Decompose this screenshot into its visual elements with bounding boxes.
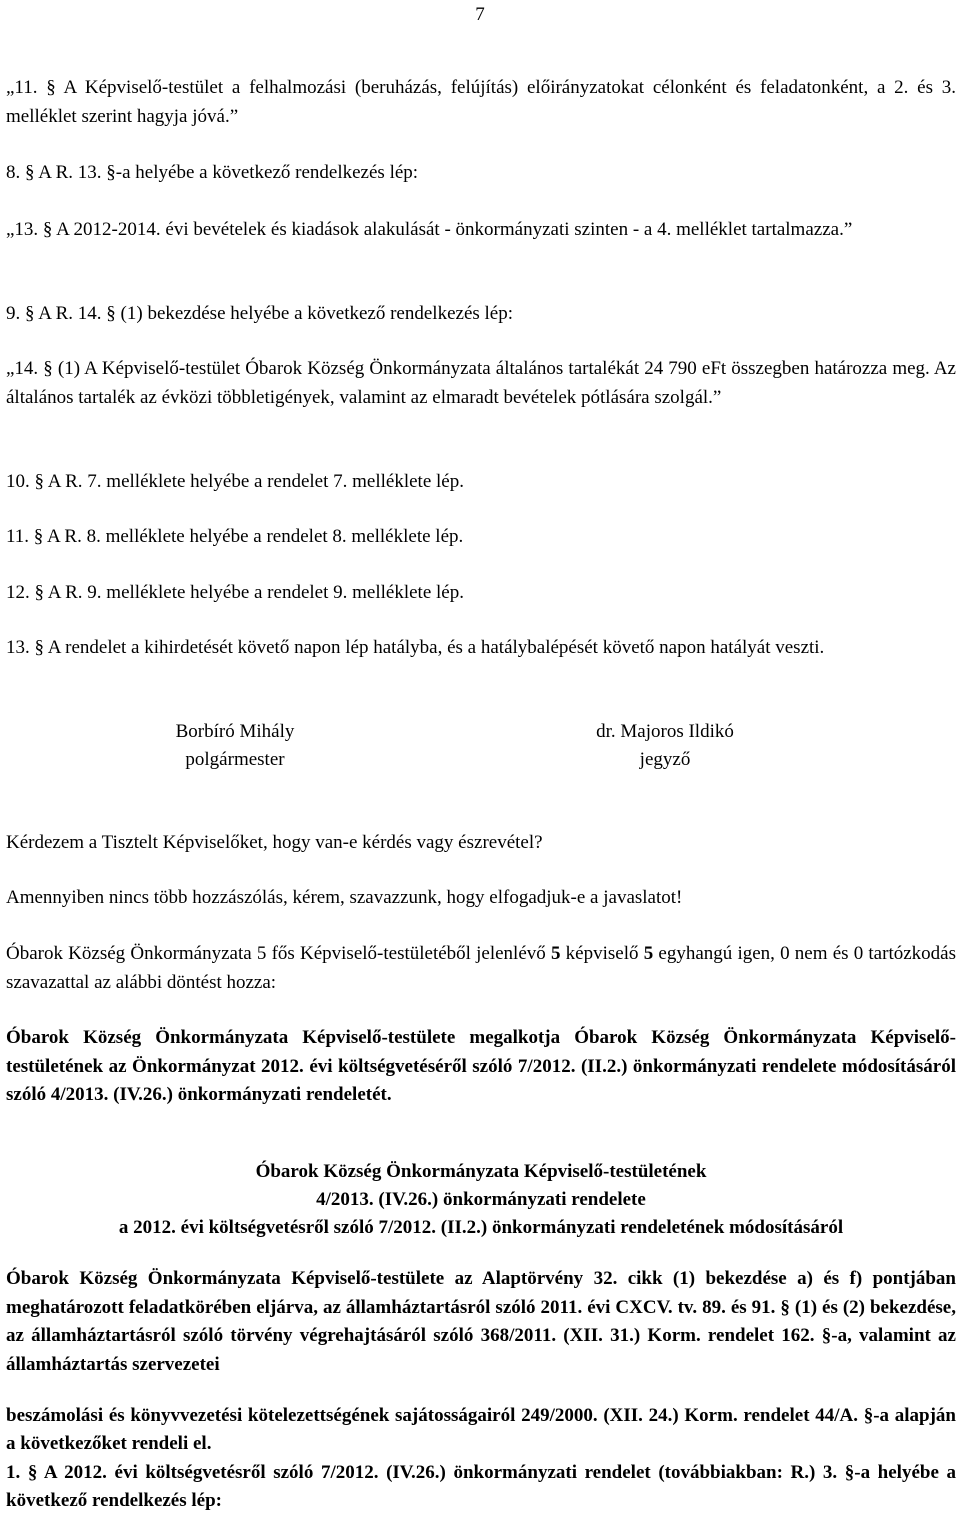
yes-count: 5	[643, 943, 654, 964]
notary-name: dr. Majoros Ildikó	[596, 721, 734, 742]
mayor-name: Borbíró Mihály	[175, 721, 295, 742]
paragraph-amendment-12: 12. § A R. 9. melléklete helyébe a rendelet 9. melléklete lép.	[6, 582, 464, 603]
paragraph-section-14: „14. § (1) A Képviselő-testület Óbarok Község Önkormányzata általános tartalékát 24 790 eFt összegben határozza meg. Az általános tartalék az évközi többletigények, valamint az elmaradt bevételek pótlására szolgál.”	[6, 358, 956, 408]
paragraph-amendment-13: 13. § A rendelet a kihirdetését követő napon lép hatályba, és a hatálybalépését követő napon hatályát veszti.	[6, 637, 825, 658]
paragraph-preamble: Óbarok Község Önkormányzata Képviselő-testülete az Alaptörvény 32. cikk (1) bekezdése a) és f) pontjában meghatározott feladatkörében eljárva, az államháztartásról szóló 2011. évi CXCV. tv. 89. és 91. § (1) és (2) bekezdése, az államháztartásról szóló törvény végrehajtásáról szóló 368/2011. (XII. 31.) Korm. rendelet 162. §-a, valamint az államháztartás szervezetei	[6, 1268, 956, 1375]
paragraph-amendment-11: 11. § A R. 8. melléklete helyébe a rendelet 8. melléklete lép.	[6, 526, 464, 547]
paragraph-vote-call: Amennyiben nincs több hozzászólás, kérem, szavazzunk, hogy elfogadjuk-e a javaslatot!	[6, 887, 683, 908]
regulation-title-line-2: 4/2013. (IV.26.) önkormányzati rendelete	[316, 1189, 646, 1210]
paragraph-amendment-9: 9. § A R. 14. § (1) bekezdése helyébe a következő rendelkezés lép:	[6, 303, 514, 324]
paragraph-amendment-10: 10. § A R. 7. melléklete helyébe a rendelet 7. melléklete lép.	[6, 471, 464, 492]
present-count: 5	[550, 943, 561, 964]
paragraph-vote-result: Óbarok Község Önkormányzata 5 fős Képviselő-testületéből jelenlévő 5 képviselő 5 egyhangú igen, 0 nem és 0 tartózkodás szavazattal az alábbi döntést hozza:	[6, 943, 956, 993]
paragraph-resolution: Óbarok Község Önkormányzata Képviselő-testülete megalkotja Óbarok Község Önkormányzata Képviselő-testületének az Önkormányzat 2012. évi költségvetéséről szóló 7/2012. (II.2.) önkormányzati rendelete módosításáról szóló 4/2013. (IV.26.) önkormányzati rendeletét.	[6, 1027, 956, 1105]
paragraph-amendment-8: 8. § A R. 13. §-a helyébe a következő rendelkezés lép:	[6, 162, 419, 183]
notary-title: jegyző	[639, 749, 691, 770]
paragraph-preamble-continued: beszámolási és könyvvezetési kötelezettségének sajátosságairól 249/2000. (XII. 24.) Korm. rendelet 44/A. §-a alapján a következőket rendeli el.	[6, 1405, 956, 1454]
signature-block-notary	[555, 718, 775, 774]
regulation-title-line-1: Óbarok Község Önkormányzata Képviselő-testületének	[255, 1161, 707, 1182]
paragraph-section-11: „11. § A Képviselő-testület a felhalmozási (beruházás, felújítás) előirányzatokat célonként és feladatonként, a 2. és 3. melléklet szerint hagyja jóvá.”	[6, 77, 956, 127]
signature-block-mayor	[130, 718, 340, 774]
regulation-title-line-3: a 2012. évi költségvetésről szóló 7/2012. (II.2.) önkormányzati rendeletének módosításáról	[118, 1217, 844, 1238]
paragraph-section-13: „13. § A 2012-2014. évi bevételek és kiadások alakulását - önkormányzati szinten - a 4. melléklet tartalmazza.”	[6, 219, 853, 240]
paragraph-section-1: 1. § A 2012. évi költségvetésről szóló 7/2012. (IV.26.) önkormányzati rendelet (továbbiakban: R.) 3. §-a helyébe a következő rendelkezés lép:	[6, 1462, 956, 1511]
paragraph-question: Kérdezem a Tisztelt Képviselőket, hogy van-e kérdés vagy észrevétel?	[6, 832, 543, 853]
page-number: 7	[475, 4, 485, 25]
mayor-title: polgármester	[185, 749, 285, 770]
regulation-title	[6, 1158, 956, 1242]
